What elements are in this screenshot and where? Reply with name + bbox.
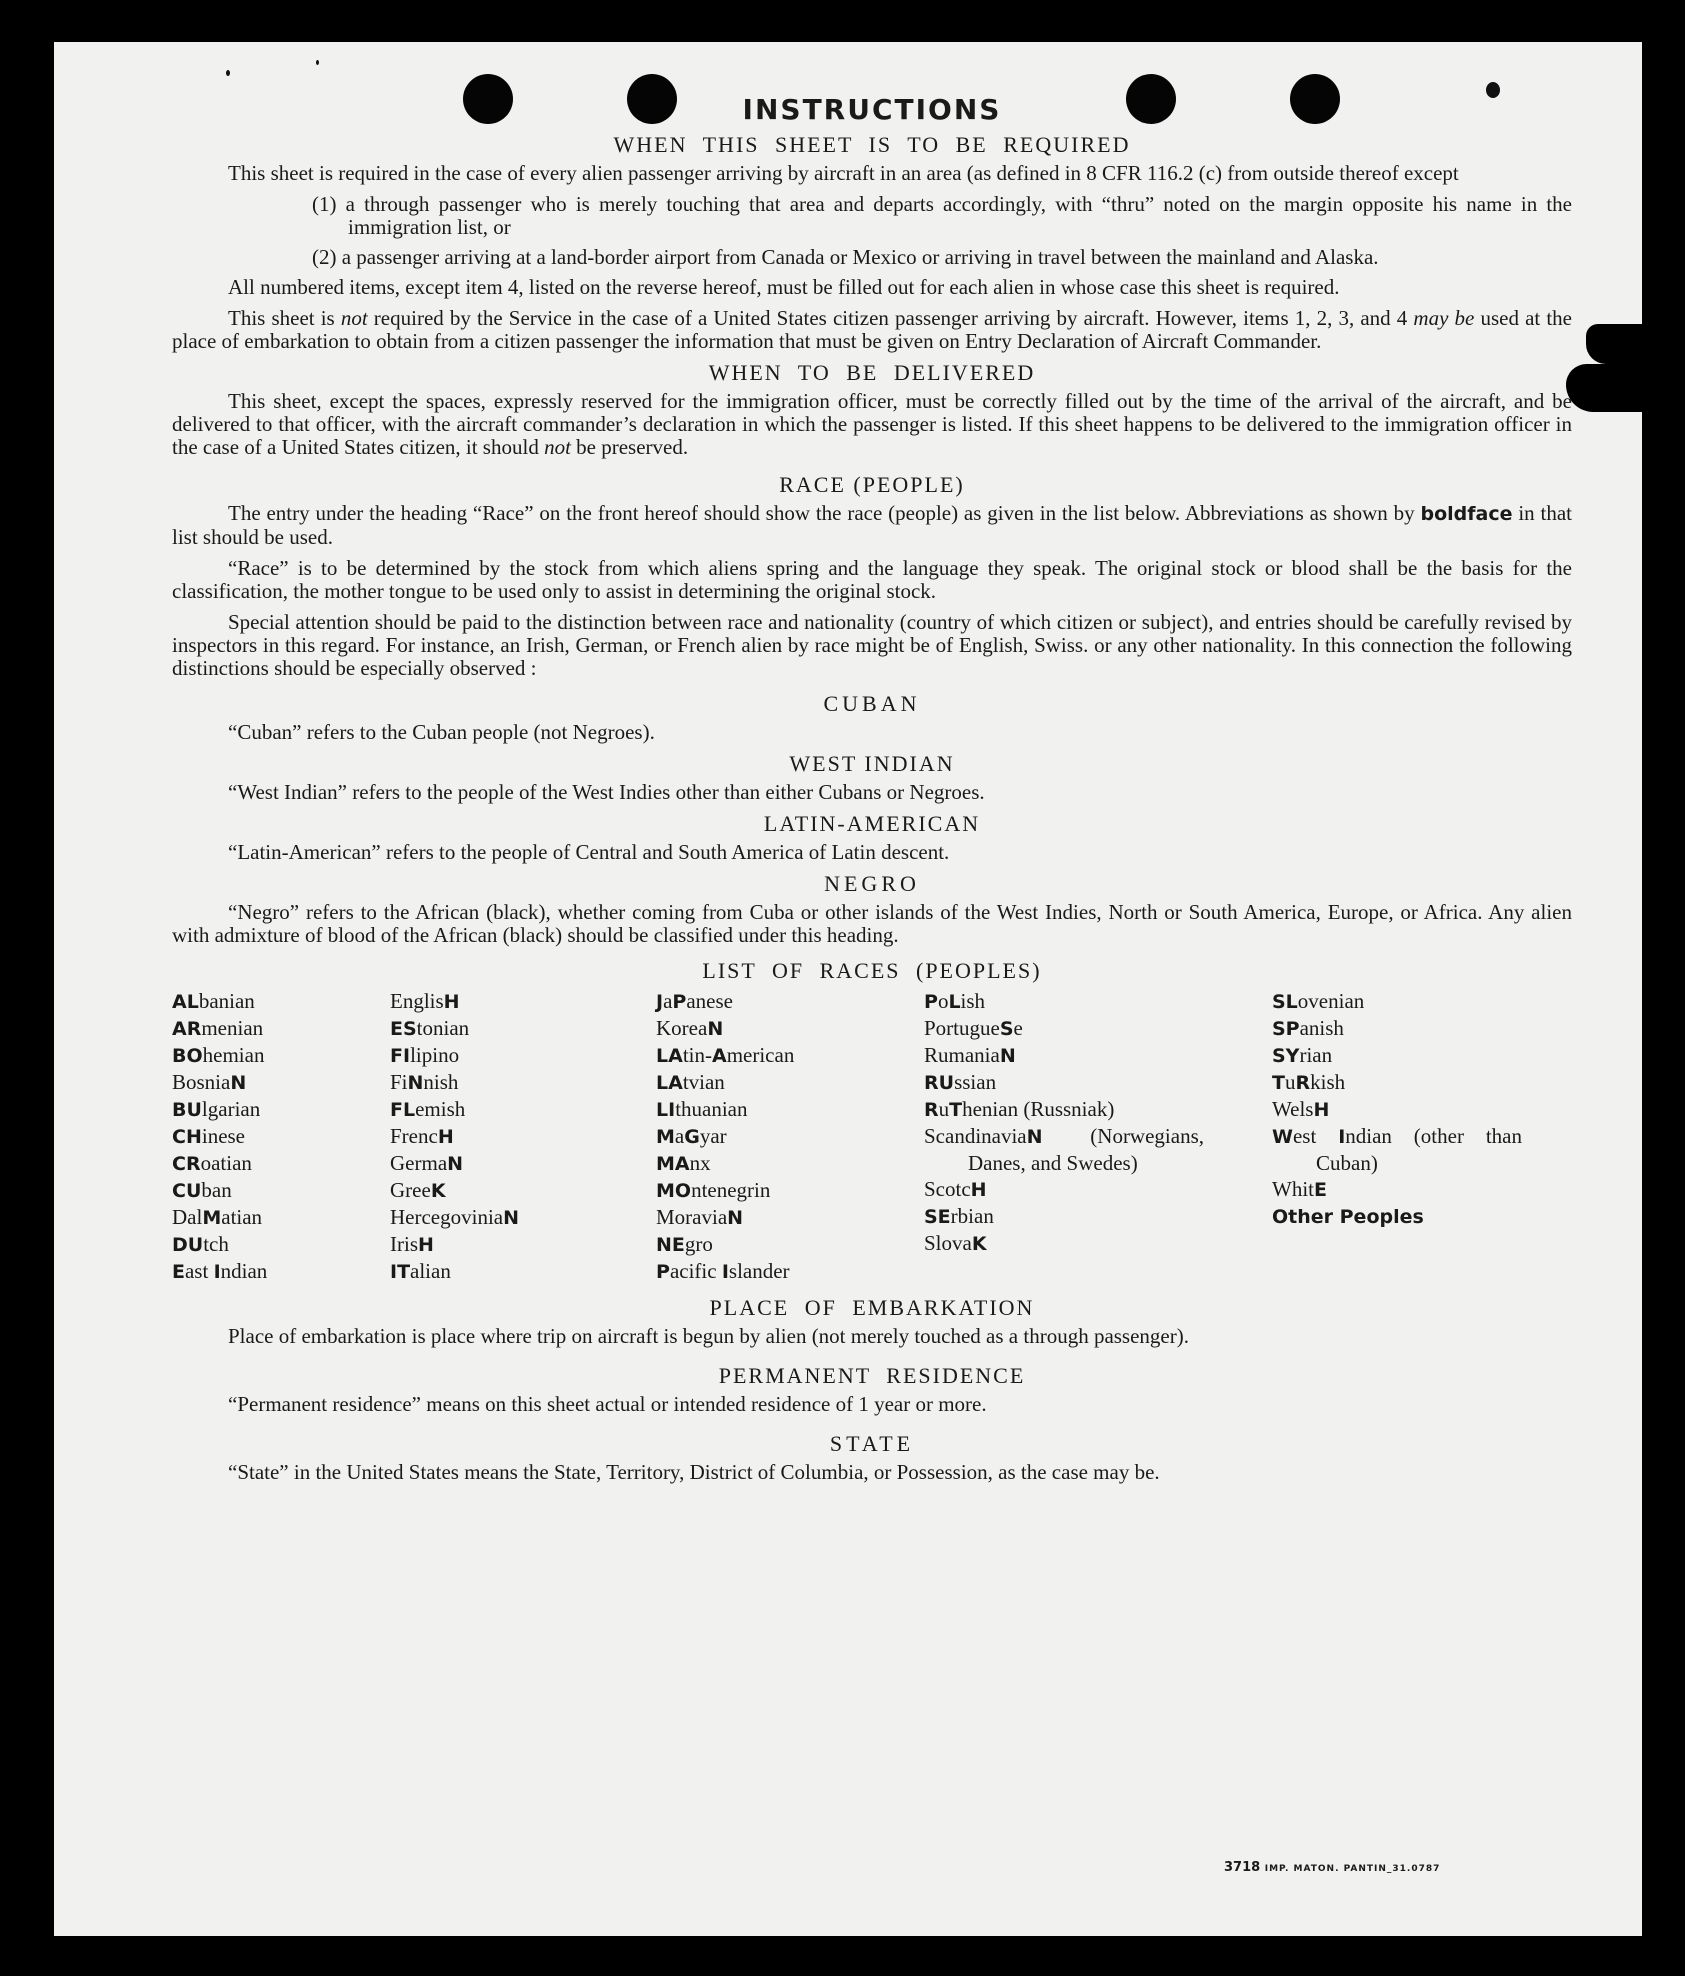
race-abbreviation: CH [172,1126,202,1148]
race-entry [924,1042,1204,1069]
race-entry [1272,1176,1522,1203]
race-abbreviation: SE [924,1206,951,1228]
section-heading-race: RACE (PEOPLE) [779,472,965,497]
race-text: tvian [682,1070,725,1094]
race-text: anish [1299,1016,1344,1040]
race-column [1272,988,1522,1230]
race-entry [924,1015,1204,1042]
race-abbreviation: N [407,1072,424,1094]
paragraph [172,502,1572,549]
race-text: rbian [950,1204,994,1228]
race-abbreviation: T [949,1099,963,1121]
emphasis: not [544,435,571,459]
race-abbreviation: I [1338,1126,1346,1148]
race-text: est [1292,1124,1339,1148]
race-text: Fi [390,1070,408,1094]
race-entry [1272,988,1522,1015]
text-run: This sheet, except the spaces, expressly reserved for the immigration officer, must be correctly filled out by the time of the arrival of the aircraft, and be delivered to that officer, with the aircraft commander’s declaration in which the passenger is listed. If this sheet happens to be delivered to the immigration officer in the case of a United States citizen, it should [172,389,1572,459]
race-text: tch [203,1232,229,1256]
race-abbreviation: H [437,1126,454,1148]
race-text: ovenian [1297,989,1365,1013]
section-heading-embarkation: PLACE OF EMBARKATION [709,1295,1035,1320]
paragraph: All numbered items, except item 4, listed on the reverse hereof, must be filled out for each alien in whose case this sheet is required. [228,275,1340,299]
race-abbreviation: R [1295,1072,1311,1094]
race-text: acific [669,1259,722,1283]
race-entry [172,1150,372,1177]
race-entry [924,1123,1204,1176]
paragraph: “Latin-American” refers to the people of Central and South America of Latin descent. [228,840,950,864]
race-entry [656,1177,876,1204]
race-text: o [937,989,949,1013]
race-entry [172,1177,372,1204]
race-abbreviation: P [924,991,938,1013]
race-text: tonian [416,1016,470,1040]
race-abbreviation: N [1026,1126,1043,1148]
race-abbreviation: J [656,991,664,1013]
race-text: lgarian [201,1097,261,1121]
race-abbreviation: AR [172,1018,202,1040]
race-text: alian [410,1259,451,1283]
race-text: Slova [924,1231,972,1255]
race-text: Rumania [924,1043,1000,1067]
race-abbreviation: P [656,1261,670,1283]
race-text: inese [201,1124,246,1148]
race-text: oatian [200,1151,252,1175]
race-text: Iris [390,1232,418,1256]
race-entry [1272,1069,1522,1096]
race-abbreviation: IT [390,1261,411,1283]
paragraph: “Race” is to be determined by the stock from which aliens spring and the language they speak. The original stock or blood shall be the basis for the classification, the mother tongue to be used only to assist in determining the original stock. [172,556,1572,603]
race-entry [924,1069,1204,1096]
race-text: kish [1310,1070,1346,1094]
race-text: Scotc [924,1177,971,1201]
race-abbreviation: M [656,1126,675,1148]
race-entry [924,1176,1204,1203]
race-abbreviation: MA [656,1153,690,1175]
race-entry [172,988,372,1015]
list-item: (2) a passenger arriving at a land-border airport from Canada or Mexico or arriving in travel between the mainland and Alaska. [312,245,1379,269]
race-text: yar [699,1124,727,1148]
race-abbreviation: M [202,1207,222,1229]
race-abbreviation: H [970,1179,987,1201]
race-abbreviation: N [447,1153,464,1175]
race-text: ndian (other than Cuban) [1316,1124,1522,1175]
section-heading-west-indian: WEST INDIAN [789,751,955,776]
race-entry [172,1042,372,1069]
section-heading-residence: PERMANENT RESIDENCE [718,1363,1026,1388]
race-abbreviation: Other Peoples [1272,1206,1424,1228]
race-abbreviation: E [172,1261,185,1283]
race-text: Englis [390,989,444,1013]
race-text: rian [1299,1043,1333,1067]
race-entry [1272,1015,1522,1042]
race-abbreviation: N [727,1207,744,1229]
race-abbreviation: CU [172,1180,202,1202]
paragraph [172,390,1572,459]
race-text: ntenegrin [691,1178,771,1202]
race-text: Bosnia [172,1070,231,1094]
race-text: Whit [1272,1177,1314,1201]
race-abbreviation: CR [172,1153,201,1175]
race-text: ban [201,1178,232,1202]
ink-speck [1486,82,1500,98]
race-abbreviation: I [213,1261,221,1283]
race-text: banian [198,989,255,1013]
printer-imprint: IMP. MATON. PANTIN_31.0787 [1264,1864,1441,1874]
race-entry [390,1069,590,1096]
race-column [172,988,372,1285]
instructions-content [172,93,1572,1492]
race-abbreviation: P [672,991,687,1013]
race-text: hemian [202,1043,265,1067]
race-text: ssian [954,1070,997,1094]
race-entry [1272,1203,1522,1230]
paragraph: “Permanent residence” means on this sheet actual or intended residence of 1 year or more. [228,1392,987,1416]
race-text: emish [415,1097,466,1121]
race-text: menian [201,1016,264,1040]
race-abbreviation: DU [172,1234,204,1256]
race-entry [656,1150,876,1177]
race-abbreviation: G [684,1126,700,1148]
race-text: Wels [1272,1097,1314,1121]
form-footer [1224,1860,1440,1875]
section-heading-latin-american: LATIN-AMERICAN [763,811,981,836]
race-text: slander [728,1259,790,1283]
race-entry [390,1204,590,1231]
section-heading-when-delivered: WHEN TO BE DELIVERED [708,360,1036,385]
race-entry [656,1042,876,1069]
race-entry [172,1258,372,1285]
text-run: The entry under the heading “Race” on the front hereof should show the race (people) as given in the list below. Abbreviations as shown by [228,501,1421,525]
paragraph: “West Indian” refers to the people of the West Indies other than either Cubans or Negroes. [228,780,985,804]
race-entry [172,1069,372,1096]
race-entry [172,1015,372,1042]
race-entry [656,1096,876,1123]
race-abbreviation: L [948,991,961,1013]
race-entry [390,1150,590,1177]
race-text: nx [689,1151,711,1175]
race-column [390,988,590,1285]
race-entry [924,988,1204,1015]
race-text: Korea [656,1016,708,1040]
race-entry [656,1258,876,1285]
emphasis: may be [1413,306,1475,330]
race-abbreviation: ES [390,1018,417,1040]
race-abbreviation: N [503,1207,520,1229]
race-text: ast [184,1259,214,1283]
race-abbreviation: S [999,1018,1014,1040]
race-entry [656,988,876,1015]
race-entry [1272,1096,1522,1123]
race-abbreviation: A [711,1045,727,1067]
race-entry [390,1096,590,1123]
race-text: Moravia [656,1205,728,1229]
race-abbreviation: H [1313,1099,1330,1121]
race-abbreviation: W [1272,1126,1293,1148]
race-text: Dal [172,1205,203,1229]
race-abbreviation: FL [390,1099,416,1121]
race-text: a [674,1124,685,1148]
race-entry [390,1231,590,1258]
race-abbreviation: N [999,1045,1016,1067]
document-sheet [54,42,1642,1936]
race-entry [390,1015,590,1042]
paragraph: Place of embarkation is place where trip on aircraft is begun by alien (not merely touched as a through passenger). [228,1324,1189,1348]
section-heading-when-required: WHEN THIS SHEET IS TO BE REQUIRED [613,132,1131,157]
race-text: atian [221,1205,263,1229]
race-column [924,988,1204,1257]
paragraph: “Negro” refers to the African (black), whether coming from Cuba or other islands of the West Indies, North or South America, Europe, or Africa. Any alien with admixture of blood of the African (black) should be classified under this heading. [172,900,1572,947]
race-column [656,988,876,1285]
section-heading-state: STATE [829,1431,915,1456]
paragraph: Special attention should be paid to the distinction between race and nationality (country of which citizen or subject), and entries should be carefully revised by inspectors in this regard. For instance, an Irish, German, or French alien by race might be of English, Swiss. or any other nationality. In this connection the following distinctions should be especially observed : [172,610,1572,680]
race-abbreviation: SL [1272,991,1298,1013]
race-text: lipino [410,1043,460,1067]
race-text: nish [423,1070,459,1094]
race-text: Hercegovinia [390,1205,504,1229]
race-entry [1272,1123,1522,1176]
race-entry [656,1231,876,1258]
section-heading-cuban: CUBAN [823,691,921,716]
form-number: 3718 [1224,1860,1261,1875]
torn-edge [1586,324,1642,364]
torn-edge [1566,364,1642,412]
race-abbreviation: E [1314,1179,1327,1201]
race-text: (Norwegians, Danes, and Swedes) [968,1124,1204,1175]
race-abbreviation: SP [1272,1018,1300,1040]
race-text: Portugue [924,1016,1000,1040]
race-entry [172,1231,372,1258]
race-abbreviation: LI [656,1099,676,1121]
race-abbreviation: N [230,1072,247,1094]
text-run: required by the Service in the case of a United States citizen passenger arriving by aircraft. However, items 1, 2, 3, and 4 [367,306,1414,330]
race-entry [656,1204,876,1231]
ink-speck [226,70,230,76]
race-entry [172,1096,372,1123]
paragraph: “State” in the United States means the State, Territory, District of Columbia, or Possession, as the case may be. [228,1460,1160,1484]
race-abbreviation: FI [390,1045,411,1067]
paragraph: “Cuban” refers to the Cuban people (not Negroes). [228,720,655,744]
emphasis: not [340,306,368,330]
paragraph [172,307,1572,353]
race-list [172,988,1572,1288]
race-abbreviation: N [707,1018,724,1040]
section-heading-negro: NEGRO [824,871,920,896]
race-entry [924,1230,1204,1257]
ink-speck [316,60,319,65]
race-abbreviation: H [443,991,460,1013]
paragraph: This sheet is required in the case of every alien passenger arriving by aircraft in an area (as defined in 8 CFR 116.2 (c) from outside thereof except [228,161,1459,185]
section-heading-list-of-races: LIST OF RACES (PEOPLES) [702,958,1042,983]
race-abbreviation: AL [172,991,199,1013]
race-text: e [1013,1016,1023,1040]
page-title: INSTRUCTIONS [742,93,1002,126]
text-run: used at the place of embarkation to obtain from a citizen passenger the information that must be given on Entry Declaration of Aircraft Commander. [172,306,1572,353]
race-entry [390,1258,590,1285]
text-run: be preserved. [570,435,689,459]
race-abbreviation: NE [656,1234,685,1256]
race-entry [924,1203,1204,1230]
race-abbreviation: MO [656,1180,692,1202]
race-entry [390,1042,590,1069]
race-text: Frenc [390,1124,438,1148]
race-abbreviation: T [1272,1072,1285,1094]
race-text: tin- [682,1043,712,1067]
race-text: u [1284,1070,1296,1094]
race-text: Germa [390,1151,448,1175]
race-abbreviation: K [430,1180,446,1202]
race-entry [390,1177,590,1204]
race-abbreviation: I [721,1261,729,1283]
list-item: (1) a through passenger who is merely touching that area and departs accordingly, with “thru” noted on the margin opposite his name in the immigration list, or [312,192,1572,239]
race-entry [656,1123,876,1150]
race-entry [172,1123,372,1150]
race-entry [924,1096,1204,1123]
race-abbreviation: SY [1272,1045,1300,1067]
race-entry [1272,1042,1522,1069]
race-text: thuanian [675,1097,748,1121]
race-text: henian (Russniak) [962,1097,1115,1121]
race-text: gro [684,1232,713,1256]
race-abbreviation: RU [924,1072,955,1094]
race-text: u [938,1097,950,1121]
race-text: merican [726,1043,795,1067]
race-text: Gree [390,1178,431,1202]
race-text: Scandinavia [924,1124,1027,1148]
race-entry [390,1123,590,1150]
race-entry [172,1204,372,1231]
race-entry [656,1015,876,1042]
text-run: in that list should be used. [172,501,1572,549]
race-abbreviation: R [924,1099,939,1121]
race-text: a [663,989,673,1013]
race-abbreviation: BU [172,1099,202,1121]
race-abbreviation: LA [656,1072,683,1094]
race-entry [390,988,590,1015]
race-text: ndian [220,1259,268,1283]
boldface-word: boldface [1420,503,1513,525]
race-abbreviation: BO [172,1045,203,1067]
text-run: This sheet is [228,306,341,330]
race-abbreviation: LA [656,1045,683,1067]
race-abbreviation: K [971,1233,987,1255]
race-text: anese [686,989,733,1013]
race-abbreviation: H [418,1234,434,1256]
race-text: ish [960,989,986,1013]
race-entry [656,1069,876,1096]
